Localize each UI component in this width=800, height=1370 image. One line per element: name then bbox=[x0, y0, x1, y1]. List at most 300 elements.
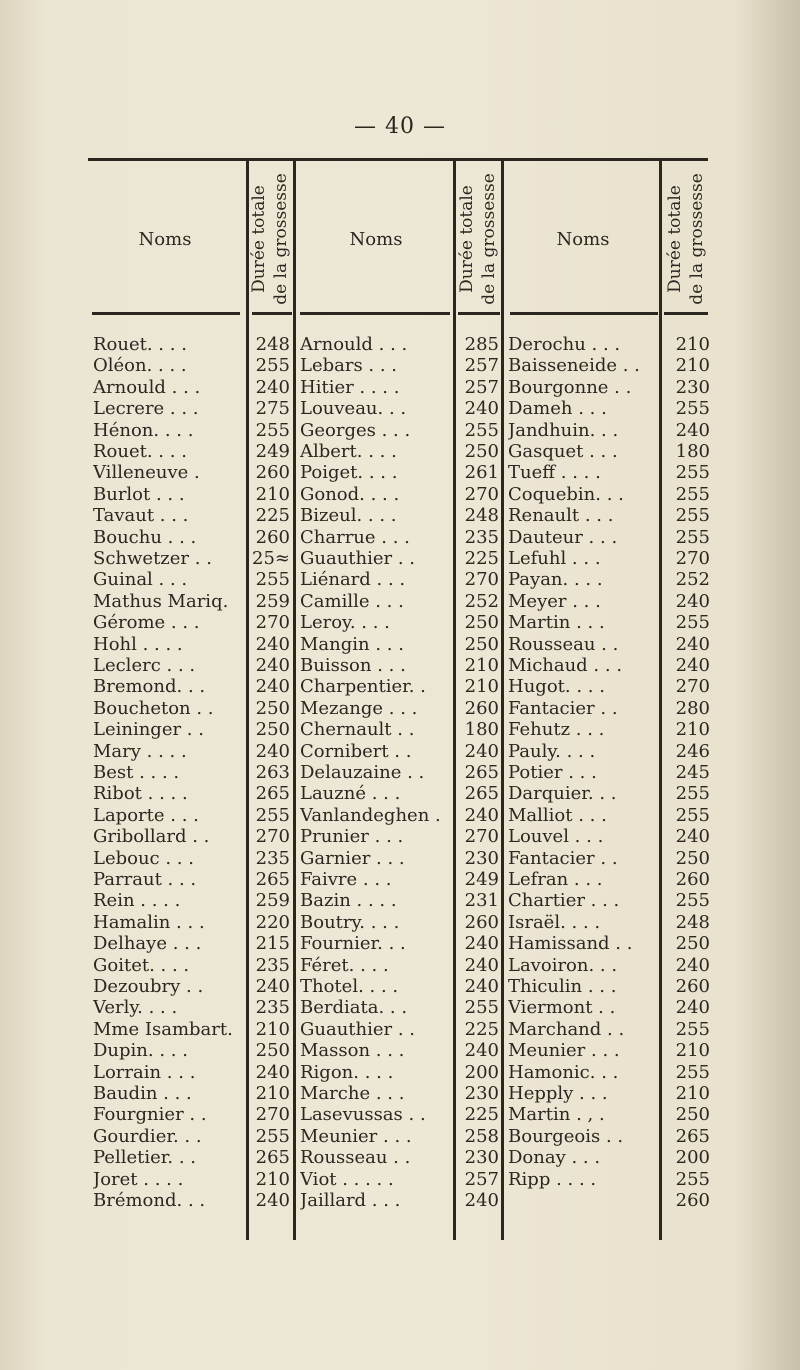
pregnancy-duration: 240 bbox=[255, 376, 290, 398]
table-row bbox=[0, 634, 800, 656]
patient-name: Gasquet . . . bbox=[508, 441, 618, 462]
patient-name: Fantacier . . bbox=[508, 847, 618, 869]
table-row bbox=[0, 484, 800, 506]
patient-name: Berdiata. . . bbox=[300, 997, 408, 1019]
patient-name: Derochu . . . bbox=[508, 334, 621, 355]
pregnancy-duration: 240 bbox=[464, 740, 499, 762]
pregnancy-duration: 259 bbox=[255, 590, 290, 612]
pregnancy-duration: 249 bbox=[255, 441, 290, 462]
pregnancy-duration: 180 bbox=[675, 441, 710, 462]
table-row bbox=[0, 591, 800, 613]
patient-name: Villeneuve . bbox=[93, 462, 200, 484]
patient-name: Dameh . . . bbox=[508, 398, 607, 420]
pregnancy-duration: 245 bbox=[675, 762, 710, 783]
patient-name: Lebars . . . bbox=[300, 355, 398, 377]
pregnancy-duration: 285 bbox=[464, 334, 499, 355]
pregnancy-duration: 250 bbox=[675, 1104, 710, 1126]
pregnancy-duration: 240 bbox=[464, 954, 499, 976]
pregnancy-duration: 261 bbox=[464, 462, 499, 484]
pregnancy-duration: 240 bbox=[255, 976, 290, 997]
pregnancy-duration: 230 bbox=[464, 1083, 499, 1104]
patient-name: Martin . , . bbox=[508, 1104, 605, 1126]
pregnancy-duration: 259 bbox=[255, 890, 290, 912]
patient-name: Georges . . . bbox=[300, 419, 411, 441]
pregnancy-duration: 255 bbox=[675, 526, 710, 548]
table-row bbox=[0, 548, 800, 570]
patient-name: Burlot . . . bbox=[93, 483, 185, 505]
pregnancy-duration: 240 bbox=[464, 804, 499, 826]
pregnancy-duration: 230 bbox=[464, 1147, 499, 1169]
pregnancy-duration: 255 bbox=[675, 1018, 710, 1040]
table-row bbox=[0, 1019, 800, 1041]
table-row bbox=[0, 1083, 800, 1105]
patient-name: Camille . . . bbox=[300, 590, 404, 612]
patient-name: Rigon. . . . bbox=[300, 1061, 394, 1083]
patient-name: Hepply . . . bbox=[508, 1083, 608, 1104]
pregnancy-duration: 250 bbox=[675, 847, 710, 869]
patient-name: Mezange . . . bbox=[300, 697, 418, 719]
pregnancy-duration: 210 bbox=[255, 1083, 290, 1104]
patient-name: Baisseneide . . bbox=[508, 355, 640, 377]
header-rule-5 bbox=[510, 312, 658, 315]
pregnancy-duration: 240 bbox=[675, 590, 710, 612]
pregnancy-duration: 210 bbox=[255, 483, 290, 505]
pregnancy-duration: 248 bbox=[464, 505, 499, 527]
patient-name: Bouchu . . . bbox=[93, 526, 197, 548]
patient-name: Lauzné . . . bbox=[300, 783, 401, 805]
pregnancy-duration: 200 bbox=[464, 1061, 499, 1083]
pregnancy-duration: 252 bbox=[675, 569, 710, 591]
table-row bbox=[0, 377, 800, 399]
pregnancy-duration: 255 bbox=[675, 804, 710, 826]
patient-name: Tueff . . . . bbox=[508, 462, 601, 484]
header-names-2: Noms bbox=[349, 228, 403, 250]
patient-name: Meunier . . . bbox=[508, 1040, 620, 1062]
patient-name: Lefuhl . . . bbox=[508, 548, 601, 569]
table-row bbox=[0, 741, 800, 763]
patient-name: Thotel. . . . bbox=[300, 976, 399, 997]
header-rule-6 bbox=[664, 312, 708, 315]
patient-name: Renault . . . bbox=[508, 505, 614, 527]
pregnancy-duration: 270 bbox=[255, 1104, 290, 1126]
table-row bbox=[0, 1126, 800, 1148]
patient-name: Bazin . . . . bbox=[300, 890, 397, 912]
pregnancy-duration: 270 bbox=[464, 569, 499, 591]
pregnancy-duration: 240 bbox=[675, 826, 710, 848]
pregnancy-duration: 240 bbox=[675, 655, 710, 676]
patient-name: Parraut . . . bbox=[93, 869, 197, 890]
patient-name: Mangin . . . bbox=[300, 633, 404, 655]
pregnancy-duration: 231 bbox=[464, 890, 499, 912]
pregnancy-duration: 240 bbox=[255, 740, 290, 762]
patient-name: Pauly. . . . bbox=[508, 740, 596, 762]
pregnancy-duration: 250 bbox=[255, 697, 290, 719]
table-top-rule bbox=[88, 158, 708, 161]
pregnancy-duration: 265 bbox=[464, 783, 499, 805]
patient-name: Gérome . . . bbox=[93, 612, 200, 634]
header-duration-3: Durée totale de la grossesse bbox=[665, 173, 707, 305]
patient-name: Oléon. . . . bbox=[93, 355, 187, 377]
patient-name: Chartier . . . bbox=[508, 890, 620, 912]
header-rule-1 bbox=[92, 312, 240, 315]
patient-name: Vanlandeghen . bbox=[300, 804, 441, 826]
patient-name: Viermont . . bbox=[508, 997, 616, 1019]
table-row bbox=[0, 848, 800, 870]
pregnancy-duration: 210 bbox=[675, 719, 710, 741]
patient-name: Pelletier. . . bbox=[93, 1147, 196, 1169]
pregnancy-duration: 240 bbox=[255, 1061, 290, 1083]
table-row bbox=[0, 355, 800, 377]
header-duration-1: Durée totale de la grossesse bbox=[249, 173, 291, 305]
pregnancy-duration: 248 bbox=[255, 334, 290, 355]
table-row bbox=[0, 420, 800, 442]
pregnancy-duration: 255 bbox=[675, 483, 710, 505]
pregnancy-duration: 240 bbox=[675, 954, 710, 976]
pregnancy-duration: 252 bbox=[464, 590, 499, 612]
pregnancy-duration: 240 bbox=[464, 933, 499, 955]
patient-name: Israël. . . . bbox=[508, 911, 601, 933]
patient-name: Laporte . . . bbox=[93, 804, 199, 826]
pregnancy-duration: 250 bbox=[255, 1040, 290, 1062]
pregnancy-duration: 255 bbox=[675, 612, 710, 634]
pregnancy-duration: 249 bbox=[464, 869, 499, 890]
patient-name: Gonod. . . . bbox=[300, 483, 400, 505]
table-row bbox=[0, 1062, 800, 1084]
table-row bbox=[0, 1040, 800, 1062]
pregnancy-duration: 265 bbox=[255, 1147, 290, 1169]
pregnancy-duration: 260 bbox=[255, 526, 290, 548]
pregnancy-duration: 265 bbox=[255, 783, 290, 805]
patient-name: Louvel . . . bbox=[508, 826, 604, 848]
patient-name: Goitet. . . . bbox=[93, 954, 190, 976]
pregnancy-duration: 255 bbox=[675, 1061, 710, 1083]
table-row bbox=[0, 527, 800, 549]
patient-name: Gribollard . . bbox=[93, 826, 210, 848]
pregnancy-duration: 270 bbox=[675, 548, 710, 569]
table-row bbox=[0, 698, 800, 720]
pregnancy-duration: 270 bbox=[675, 676, 710, 698]
pregnancy-duration: 257 bbox=[464, 355, 499, 377]
patient-name: Lefran . . . bbox=[508, 869, 603, 890]
pregnancy-duration: 250 bbox=[464, 633, 499, 655]
patient-name: Mme Isambart. bbox=[93, 1018, 233, 1040]
patient-name: Lavoiron. . . bbox=[508, 954, 618, 976]
table-row bbox=[0, 1147, 800, 1169]
pregnancy-duration: 240 bbox=[464, 1190, 499, 1211]
patient-name: Ribot . . . . bbox=[93, 783, 188, 805]
header-names-1: Noms bbox=[138, 228, 192, 250]
patient-name: Leroy. . . . bbox=[300, 612, 390, 634]
patient-name: Hamalin . . . bbox=[93, 911, 205, 933]
patient-name: Hamissand . . bbox=[508, 933, 633, 955]
patient-name: Gourdier. . . bbox=[93, 1125, 202, 1147]
header-rule-4 bbox=[458, 312, 500, 315]
patient-name: Lasevussas . . bbox=[300, 1104, 426, 1126]
patient-name: Michaud . . . bbox=[508, 655, 623, 676]
patient-name: Delauzaine . . bbox=[300, 762, 425, 783]
pregnancy-duration: 230 bbox=[675, 376, 710, 398]
pregnancy-duration: 225 bbox=[464, 1104, 499, 1126]
table-row bbox=[0, 612, 800, 634]
pregnancy-duration: 235 bbox=[464, 526, 499, 548]
table-row bbox=[0, 334, 800, 356]
patient-name: Meyer . . . bbox=[508, 590, 601, 612]
patient-name: Fantacier . . bbox=[508, 697, 618, 719]
table-row bbox=[0, 441, 800, 463]
pregnancy-duration: 225 bbox=[464, 548, 499, 569]
table-row bbox=[0, 762, 800, 784]
pregnancy-duration: 210 bbox=[255, 1018, 290, 1040]
patient-name: Bizeul. . . . bbox=[300, 505, 397, 527]
pregnancy-duration: 240 bbox=[255, 1190, 290, 1211]
patient-name: Boutry. . . . bbox=[300, 911, 400, 933]
patient-name: Leininger . . bbox=[93, 719, 204, 741]
pregnancy-duration: 265 bbox=[255, 869, 290, 890]
pregnancy-duration: 260 bbox=[675, 1190, 710, 1211]
patient-name: Hénon. . . . bbox=[93, 419, 194, 441]
patient-name: Malliot . . . bbox=[508, 804, 607, 826]
patient-name: Hohl . . . . bbox=[93, 633, 183, 655]
patient-name: Marche . . . bbox=[300, 1083, 405, 1104]
pregnancy-duration: 250 bbox=[675, 933, 710, 955]
pregnancy-duration: 263 bbox=[255, 762, 290, 783]
patient-name: Joret . . . . bbox=[93, 1168, 184, 1190]
patient-name: Dezoubry . . bbox=[93, 976, 204, 997]
pregnancy-duration: 210 bbox=[675, 355, 710, 377]
table-row bbox=[0, 912, 800, 934]
pregnancy-duration: 180 bbox=[464, 719, 499, 741]
header-names-3: Noms bbox=[556, 228, 610, 250]
patient-name: Masson . . . bbox=[300, 1040, 405, 1062]
pregnancy-duration: 240 bbox=[255, 633, 290, 655]
patient-name: Donay . . . bbox=[508, 1147, 601, 1169]
pregnancy-duration: 257 bbox=[464, 1168, 499, 1190]
pregnancy-duration: 260 bbox=[255, 462, 290, 484]
patient-name: Hugot. . . . bbox=[508, 676, 605, 698]
patient-name: Potier . . . bbox=[508, 762, 597, 783]
pregnancy-duration: 210 bbox=[464, 655, 499, 676]
pregnancy-duration: 255 bbox=[255, 569, 290, 591]
patient-name: Liénard . . . bbox=[300, 569, 406, 591]
table-row bbox=[0, 976, 800, 998]
header-duration-2: Durée totale de la grossesse bbox=[457, 173, 499, 305]
patient-name: Hamonic. . . bbox=[508, 1061, 619, 1083]
pregnancy-duration: 200 bbox=[675, 1147, 710, 1169]
pregnancy-duration: 225 bbox=[464, 1018, 499, 1040]
pregnancy-duration: 210 bbox=[675, 1040, 710, 1062]
patient-name: Tavaut . . . bbox=[93, 505, 189, 527]
patient-name: Guauthier . . bbox=[300, 1018, 416, 1040]
table-row bbox=[0, 955, 800, 977]
patient-name: Brémond. . . bbox=[93, 1190, 206, 1211]
patient-name: Faivre . . . bbox=[300, 869, 392, 890]
pregnancy-duration: 250 bbox=[255, 719, 290, 741]
pregnancy-duration: 255 bbox=[675, 505, 710, 527]
pregnancy-duration: 240 bbox=[675, 419, 710, 441]
patient-name: Lorrain . . . bbox=[93, 1061, 196, 1083]
patient-name: Marchand . . bbox=[508, 1018, 625, 1040]
patient-name: Leclerc . . . bbox=[93, 655, 196, 676]
pregnancy-duration: 240 bbox=[255, 676, 290, 698]
patient-name: Buisson . . . bbox=[300, 655, 406, 676]
pregnancy-duration: 265 bbox=[464, 762, 499, 783]
patient-name: Bremond. . . bbox=[93, 676, 206, 698]
pregnancy-duration: 210 bbox=[675, 1083, 710, 1104]
pregnancy-duration: 257 bbox=[464, 376, 499, 398]
patient-name: Guauthier . . bbox=[300, 548, 416, 569]
pregnancy-duration: 270 bbox=[464, 826, 499, 848]
pregnancy-duration: 248 bbox=[675, 911, 710, 933]
pregnancy-duration: 235 bbox=[255, 997, 290, 1019]
header-rule-2 bbox=[252, 312, 292, 315]
patient-name: Coquebin. . . bbox=[508, 483, 624, 505]
patient-name: Hitier . . . . bbox=[300, 376, 400, 398]
patient-name: Best . . . . bbox=[93, 762, 180, 783]
pregnancy-duration: 255 bbox=[675, 890, 710, 912]
page-number: — 40 — bbox=[354, 114, 446, 139]
pregnancy-duration: 255 bbox=[675, 1168, 710, 1190]
pregnancy-duration: 260 bbox=[464, 697, 499, 719]
patient-name: Rouet. . . . bbox=[93, 441, 187, 462]
pregnancy-duration: 270 bbox=[464, 483, 499, 505]
pregnancy-duration: 235 bbox=[255, 954, 290, 976]
pregnancy-duration: 260 bbox=[675, 869, 710, 890]
pregnancy-duration: 255 bbox=[255, 1125, 290, 1147]
patient-name: Fournier. . . bbox=[300, 933, 406, 955]
patient-name: Garnier . . . bbox=[300, 847, 405, 869]
patient-name: Fehutz . . . bbox=[508, 719, 605, 741]
pregnancy-duration: 255 bbox=[255, 419, 290, 441]
pregnancy-duration: 220 bbox=[255, 911, 290, 933]
pregnancy-duration: 255 bbox=[255, 804, 290, 826]
pregnancy-duration: 246 bbox=[675, 740, 710, 762]
table-row bbox=[0, 462, 800, 484]
patient-name: Darquier. . . bbox=[508, 783, 617, 805]
patient-name: Rein . . . . bbox=[93, 890, 181, 912]
pregnancy-duration: 255 bbox=[675, 462, 710, 484]
patient-name: Charrue . . . bbox=[300, 526, 410, 548]
table-row bbox=[0, 569, 800, 591]
pregnancy-duration: 225 bbox=[255, 505, 290, 527]
header-rule-3 bbox=[300, 312, 450, 315]
table-row bbox=[0, 676, 800, 698]
table-row bbox=[0, 869, 800, 891]
pregnancy-duration: 250 bbox=[464, 612, 499, 634]
patient-name: Poiget. . . . bbox=[300, 462, 398, 484]
patient-name: Delhaye . . . bbox=[93, 933, 202, 955]
patient-name: Louveau. . . bbox=[300, 398, 407, 420]
pregnancy-duration: 255 bbox=[464, 419, 499, 441]
pregnancy-duration: 260 bbox=[675, 976, 710, 997]
patient-name: Arnould . . . bbox=[300, 334, 408, 355]
pregnancy-duration: 265 bbox=[675, 1125, 710, 1147]
table-row bbox=[0, 505, 800, 527]
pregnancy-duration: 250 bbox=[464, 441, 499, 462]
pregnancy-duration: 255 bbox=[464, 997, 499, 1019]
pregnancy-duration: 260 bbox=[464, 911, 499, 933]
patient-name: Cornibert . . bbox=[300, 740, 412, 762]
patient-name: Lebouc . . . bbox=[93, 847, 194, 869]
pregnancy-duration: 240 bbox=[255, 655, 290, 676]
patient-name: Mary . . . . bbox=[93, 740, 187, 762]
table-row bbox=[0, 719, 800, 741]
table-row bbox=[0, 997, 800, 1019]
patient-name: Mathus Mariq. bbox=[93, 590, 229, 612]
pregnancy-duration: 210 bbox=[675, 334, 710, 355]
patient-name: Albert. . . . bbox=[300, 441, 397, 462]
pregnancy-duration: 215 bbox=[255, 933, 290, 955]
pregnancy-duration: 25≈ bbox=[252, 548, 290, 569]
patient-name: Martin . . . bbox=[508, 612, 605, 634]
patient-name: Guinal . . . bbox=[93, 569, 188, 591]
patient-name: Viot . . . . . bbox=[300, 1168, 394, 1190]
pregnancy-duration: 270 bbox=[255, 826, 290, 848]
patient-name: Lecrere . . . bbox=[93, 398, 199, 420]
pregnancy-duration: 230 bbox=[464, 847, 499, 869]
patient-name: Dauteur . . . bbox=[508, 526, 618, 548]
patient-name: Meunier . . . bbox=[300, 1125, 412, 1147]
patient-name: Jaillard . . . bbox=[300, 1190, 401, 1211]
pregnancy-duration: 210 bbox=[255, 1168, 290, 1190]
pregnancy-duration: 210 bbox=[464, 676, 499, 698]
patient-name: Thiculin . . . bbox=[508, 976, 617, 997]
patient-name: Bourgonne . . bbox=[508, 376, 632, 398]
patient-name: Bourgeois . . bbox=[508, 1125, 624, 1147]
table-row bbox=[0, 890, 800, 912]
pregnancy-duration: 240 bbox=[464, 1040, 499, 1062]
patient-name: Verly. . . . bbox=[93, 997, 178, 1019]
patient-name: Rouet. . . . bbox=[93, 334, 187, 355]
patient-name: Rousseau . . bbox=[508, 633, 619, 655]
patient-name: Payan. . . . bbox=[508, 569, 603, 591]
table-row bbox=[0, 933, 800, 955]
patient-name: Jandhuin. . . bbox=[508, 419, 619, 441]
pregnancy-duration: 240 bbox=[464, 976, 499, 997]
table-row bbox=[0, 1190, 800, 1212]
table-row bbox=[0, 783, 800, 805]
patient-name: Chernault . . bbox=[300, 719, 415, 741]
pregnancy-duration: 240 bbox=[464, 398, 499, 420]
patient-name: Schwetzer . . bbox=[93, 548, 212, 569]
table-row bbox=[0, 1169, 800, 1191]
patient-name: Féret. . . . bbox=[300, 954, 389, 976]
table-row bbox=[0, 805, 800, 827]
pregnancy-duration: 258 bbox=[464, 1125, 499, 1147]
pregnancy-duration: 275 bbox=[255, 398, 290, 420]
patient-name: Ripp . . . . bbox=[508, 1168, 597, 1190]
pregnancy-duration: 255 bbox=[675, 783, 710, 805]
pregnancy-duration: 255 bbox=[675, 398, 710, 420]
pregnancy-duration: 240 bbox=[675, 633, 710, 655]
patient-name: Baudin . . . bbox=[93, 1083, 192, 1104]
patient-name: Rousseau . . bbox=[300, 1147, 411, 1169]
pregnancy-duration: 270 bbox=[255, 612, 290, 634]
patient-name: Charpentier. . bbox=[300, 676, 426, 698]
patient-name: Arnould . . . bbox=[93, 376, 201, 398]
pregnancy-duration: 235 bbox=[255, 847, 290, 869]
pregnancy-duration: 280 bbox=[675, 697, 710, 719]
patient-name: Prunier . . . bbox=[300, 826, 404, 848]
pregnancy-duration: 240 bbox=[675, 997, 710, 1019]
patient-name: Fourgnier . . bbox=[93, 1104, 207, 1126]
patient-name: Boucheton . . bbox=[93, 697, 214, 719]
pregnancy-duration: 255 bbox=[255, 355, 290, 377]
table-row bbox=[0, 1104, 800, 1126]
patient-name: Dupin. . . . bbox=[93, 1040, 188, 1062]
table-row bbox=[0, 655, 800, 677]
table-row bbox=[0, 826, 800, 848]
table-row bbox=[0, 398, 800, 420]
